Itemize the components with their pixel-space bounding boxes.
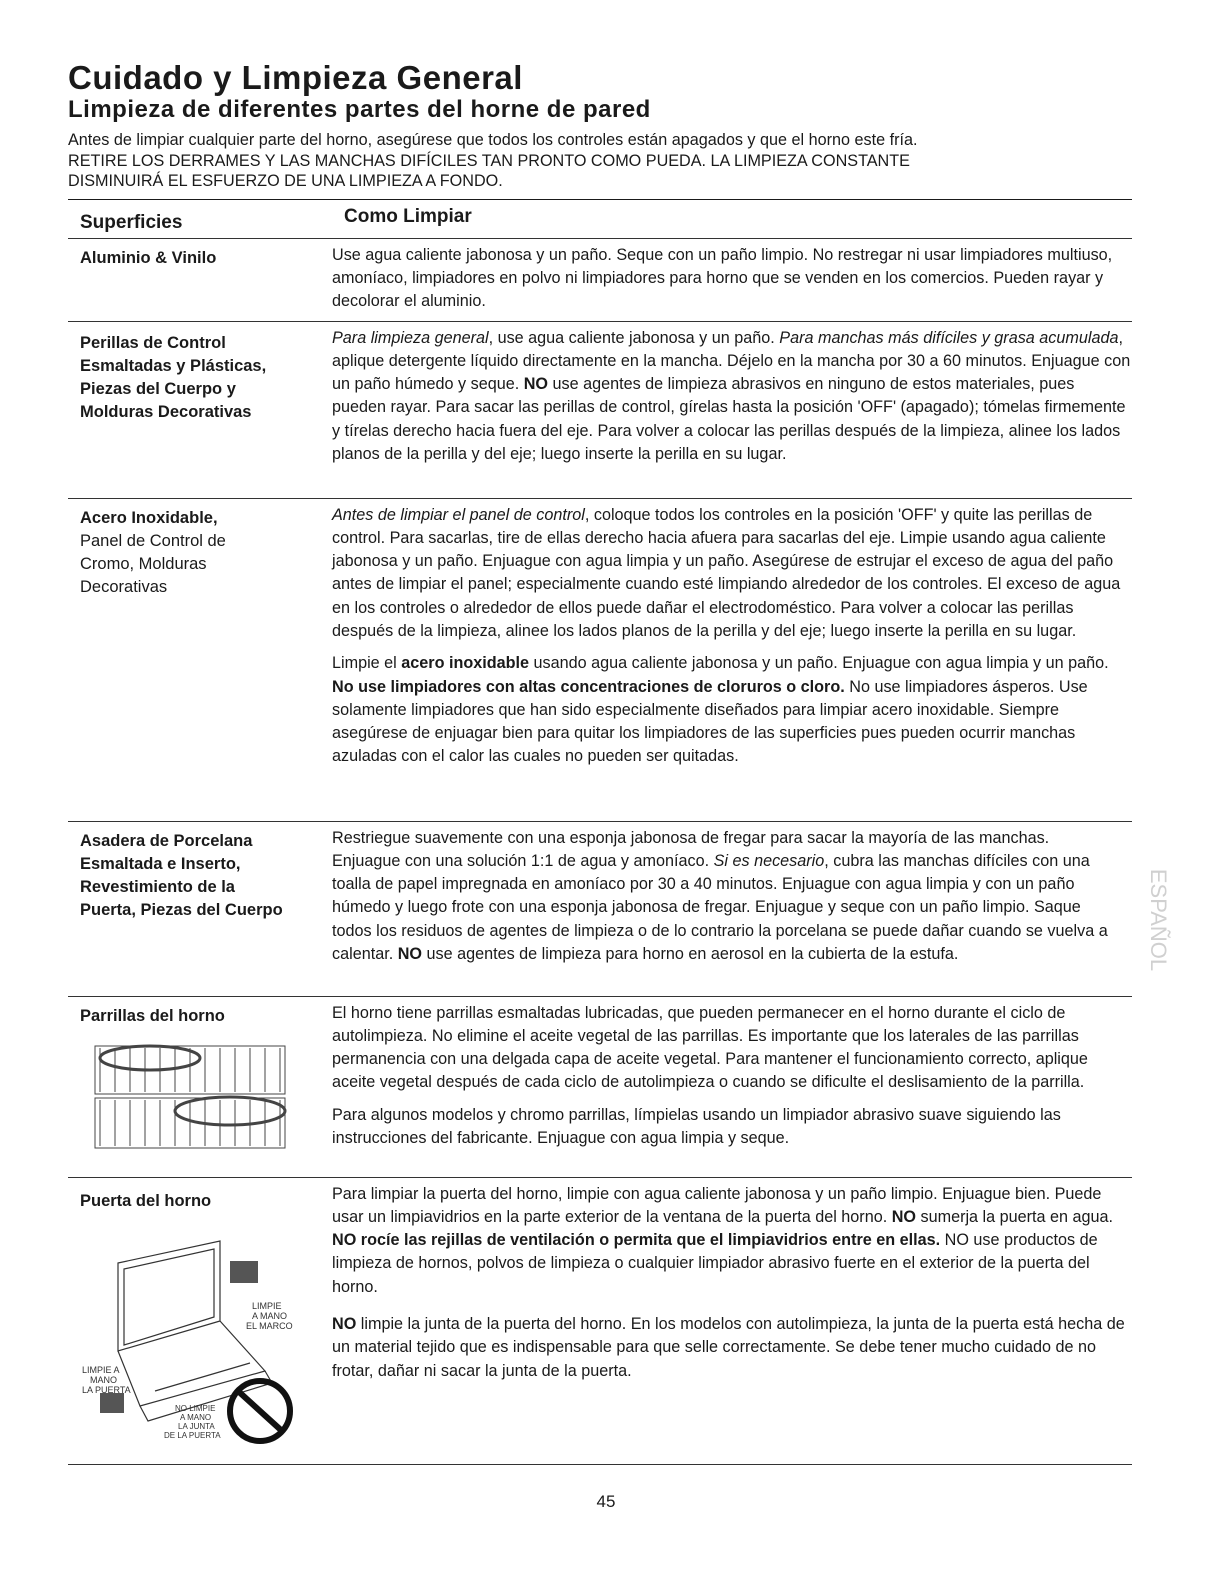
instructions-text-2: Para algunos modelos y chromo parrillas, límpielas usando un limpiador abrasivo suave siguiendo las instrucciones del fabricante. Enjuague con agua limpia y seque.	[332, 1105, 1061, 1147]
header-how-to-clean: Como Limpiar	[344, 205, 472, 227]
italic-text: Si es necesario	[713, 851, 825, 870]
instructions-text	[332, 827, 1112, 967]
text-run: usando agua caliente jabonosa y un paño. Enjuague con agua limpia y un paño.	[529, 654, 1109, 673]
instructions-text-2	[332, 1313, 1132, 1383]
cleaning-table	[68, 199, 1132, 1465]
table-row-control-knobs	[68, 322, 1132, 499]
cleaning-instructions	[332, 239, 1132, 321]
cleaning-instructions	[332, 322, 1132, 498]
surface-label-rest: Panel de Control de Cromo, Molduras Decorativas	[80, 531, 226, 597]
surface-label: Puerta del horno	[80, 1191, 212, 1210]
text-run: , coloque todos los controles en la posición 'OFF' y quite las perillas de control. Para sacarlas, tire de ellas derecho hacia afuera para sacarlas del eje. Limpie usando agua caliente jabonosa y un paño. Enjuague con agua limpia y un paño. Asegúrese de estrujar el exceso de agua del paño antes de limpiar el panel; especialmente cuando esté limpiando alrededor de los controles. El exceso de agua en los controles o alrededor de ellos puede dañar el electrodoméstico. Para volver a colocar las perillas después de la limpieza, alinee los lados planos de la perilla y del eje; luego inserte la perilla en su lugar.	[332, 505, 1121, 640]
header-surfaces: Superficies	[80, 211, 183, 233]
intro-line-2: RETIRE LOS DERRAMES Y LAS MANCHAS DIFÍCILES TAN PRONTO COMO PUEDA. LA LIMPIEZA CONSTANTE	[68, 151, 910, 170]
figure-label: LA JUNTA	[178, 1421, 215, 1431]
italic-text: Para limpieza general	[332, 328, 489, 347]
table-row-oven-door	[68, 1178, 1132, 1465]
text-run: , aplique detergente líquido directamente en la mancha. Déjelo en la mancha por 30 a 60 minutos. Enjuague con un paño húmedo y seque.	[332, 328, 1131, 394]
surface-label-text: Perillas de Control Esmaltadas y Plásticas, Piezas del Cuerpo y Molduras Decorativas	[80, 333, 267, 422]
bold-text: acero inoxidable	[401, 654, 530, 673]
cleaning-instructions	[332, 997, 1132, 1177]
text-run: NO use productos de limpieza de hornos, polvos de limpieza o cualquier limpiador abrasivo fuerte en el exterior de la puerta del horno.	[332, 1231, 1098, 1296]
table-row-oven-racks	[68, 997, 1132, 1178]
instructions-text-2	[332, 652, 1132, 768]
table-row-aluminum	[68, 239, 1132, 322]
text-run: , cubra las manchas difíciles con una toalla de papel impregnada en amoníaco por 30 a 40 minutos. Enjuague con agua limpia y con un paño húmedo y luego frote con una esponja jabonosa de fregar. Enjuague y seque con un paño limpio. Saque todos los residuos de agentes de limpieza o de lo contrario la porcelana se puede dañar cuando se vuelva a calentar.	[332, 851, 1108, 963]
figure-label: LA PUERTA	[82, 1384, 131, 1395]
surface-label-bold: Acero Inoxidable,	[80, 508, 218, 527]
language-side-tab	[1134, 838, 1171, 1002]
table-row-stainless-steel	[68, 499, 1132, 822]
oven-rack-illustration	[80, 1036, 300, 1156]
bold-text: NO	[523, 375, 548, 394]
bold-text: NO	[332, 1314, 357, 1333]
surface-cell	[68, 1178, 332, 1464]
text-run: sumerja la puerta en agua.	[915, 1207, 1114, 1226]
figure-label: LIMPIE	[252, 1300, 282, 1311]
surface-cell	[68, 997, 332, 1177]
text-run: use agentes de limpieza abrasivos en ninguno de estos materiales, pues pueden rayar. Para sacar las perillas de control, gírelas hasta la posición 'OFF' (apagado); tómelas firmemente y tírelas derecho hacia fuera del eje. Para volver a colocar las perillas después de la limpieza, alinee los lados planos de la perilla y del eje; luego inserte la perilla en su lugar.	[332, 375, 1126, 463]
text-run: No use limpiadores ásperos. Use solamente limpiadores que han sido especialmente diseñados para limpiar acero inoxidable. Siempre asegúrese de enjuagar bien para quitar los limpiadores de las superficies pues pueden ocurrir manchas azuladas con el calor las cuales no pueden ser quitadas.	[332, 677, 1088, 766]
figure-label: LIMPIE A	[82, 1364, 120, 1375]
bold-text: No use limpiadores con altas concentraciones de cloruros o cloro.	[332, 677, 845, 696]
page-content	[68, 60, 1132, 1465]
table-header	[68, 200, 1132, 239]
surface-label: Aluminio & Vinilo	[80, 248, 217, 267]
figure-label: NO LIMPIE	[175, 1403, 216, 1413]
instructions-text	[332, 327, 1132, 467]
italic-text: Para manchas más difíciles y grasa acumulada	[779, 328, 1119, 347]
text-run: Limpie el	[332, 654, 402, 673]
table-row-porcelain	[68, 822, 1132, 997]
surface-label-text: Asadera de Porcelana Esmaltada e Inserto, Revestimiento de la Puerta, Piezas del Cuerpo	[80, 831, 283, 920]
figure-label: A MANO	[252, 1310, 288, 1321]
text-run: use agentes de limpieza para horno en aerosol en la cubierta de la estufa.	[421, 944, 959, 963]
figure-label: DE LA PUERTA	[164, 1430, 221, 1440]
page-number: 45	[596, 1492, 616, 1511]
italic-text: Antes de limpiar el panel de control	[332, 505, 585, 524]
instructions-text: El horno tiene parrillas esmaltadas lubricadas, que pueden permanecer en el horno durante el ciclo de autolimpieza. No elimine el aceite vegetal de las parrillas. Es importante que los laterales de las parrillas permanencia con una delgada capa de aceite vegetal. Para mantener el funcionamiento correcto, aplique aceite vegetal después de cada ciclo de autolimpieza o cuando se dificulte el deslisamiento de la parrilla.	[332, 1003, 1088, 1092]
page-title: Cuidado y Limpieza General	[68, 59, 523, 96]
text-run: , use agua caliente jabonosa y un paño.	[488, 328, 780, 347]
text-run: limpie la junta de la puerta del horno. En los modelos con autolimpieza, la junta de la puerta está hecha de un material tejido que es indispensable para que selle correctamente. Se debe tener mucho cuidado de no frotar, dañar ni sacar la junta de la puerta.	[332, 1314, 1125, 1380]
figure-label: MANO	[90, 1374, 117, 1385]
cleaning-instructions	[332, 499, 1132, 821]
text-run: Restriegue suavemente con una esponja jabonosa de fregar para sacar la mayoría de las manchas. Enjuague con una solución 1:1 de agua y amoníaco.	[332, 828, 1050, 870]
text-run: Para limpiar la puerta del horno, limpie con agua caliente jabonosa y un paño limpio. Enjuague bien. Puede usar un limpiavidrios en la parte exterior de la ventana de la puerta del horno.	[332, 1184, 1102, 1226]
instructions-text	[332, 1183, 1132, 1299]
oven-door-illustration	[80, 1221, 320, 1447]
surface-label: Parrillas del horno	[80, 1006, 225, 1025]
instructions-text	[332, 504, 1132, 644]
page-subtitle: Limpieza de diferentes partes del horne de pared	[68, 96, 651, 123]
cleaning-instructions	[332, 822, 1132, 996]
cleaning-instructions	[332, 1178, 1132, 1464]
bold-text: NO	[397, 944, 422, 963]
figure-label: EL MARCO	[246, 1320, 293, 1331]
figure-label: A MANO	[180, 1412, 212, 1422]
surface-label	[68, 822, 332, 996]
intro-line-1: Antes de limpiar cualquier parte del horno, asegúrese que todos los controles están apagados y que el horno este fría.	[68, 131, 918, 149]
surface-label	[68, 499, 332, 821]
bold-text: NO rocíe las rejillas de ventilación o permita que el limpiavidrios entre en ellas.	[332, 1231, 941, 1250]
intro-line-3: DISMINUIRÁ EL ESFUERZO DE UNA LIMPIEZA A FONDO.	[68, 172, 503, 190]
bold-text: NO	[891, 1207, 916, 1226]
surface-label	[68, 322, 332, 498]
side-tab-label: ESPAÑOL	[1146, 868, 1171, 972]
instructions-text: Use agua caliente jabonosa y un paño. Seque con un paño limpio. No restregar ni usar limpiadores multiuso, amoníaco, limpiadores en polvo ni limpiadores para horno que se venden en los comercios. Pueden rayar y decolorar el aluminio.	[332, 245, 1113, 311]
